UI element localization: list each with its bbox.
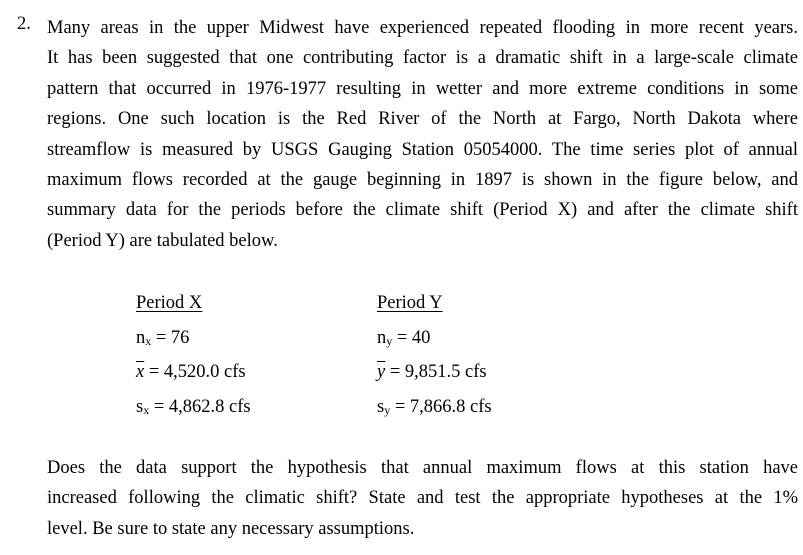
period-x-mean [136, 359, 251, 394]
period-y-header: Period Y [377, 293, 443, 313]
intro-line: maximum flows recorded at the gauge beginning in 1897 is shown in the figure below, and [47, 169, 798, 190]
symbol: $\overline{x}$ [136, 362, 145, 382]
intro-line: regions. One such location is the Red River of the North at Fargo, North Dakota where [47, 109, 798, 130]
subscript: x [143, 402, 150, 417]
symbol: n [136, 327, 146, 348]
symbol: n [377, 327, 387, 348]
period-y-summary [377, 290, 492, 428]
value: = 4,520.0 cfs [144, 362, 246, 382]
value: = 76 [151, 327, 190, 348]
value: = 9,851.5 cfs [385, 362, 487, 382]
value: = 40 [392, 327, 431, 348]
subscript: y [386, 333, 393, 348]
intro-line: streamflow is measured by USGS Gauging Station 05054000. The time series plot of annual [47, 139, 798, 160]
period-x-sd [136, 394, 251, 429]
question-line: level. Be sure to state any necessary assumptions. [47, 518, 415, 539]
intro-line: (Period Y) are tabulated below. [47, 230, 278, 251]
subscript: y [384, 402, 391, 417]
problem-question [47, 453, 798, 544]
intro-line: Many areas in the upper Midwest have experienced repeated flooding in more recent years. [47, 18, 798, 38]
period-x-header: Period X [136, 293, 203, 313]
problem-intro [47, 13, 798, 256]
symbol: s [136, 396, 144, 417]
subscript: x [145, 333, 152, 348]
period-y-sd [377, 394, 492, 429]
problem-number: 2. [17, 14, 31, 34]
period-y-mean [377, 359, 492, 394]
intro-line: pattern that occurred in 1976-1977 resulting in wetter and more extreme conditions in some [47, 78, 798, 99]
symbol: s [377, 396, 385, 417]
period-x-n [136, 325, 251, 360]
period-x-summary [136, 290, 251, 428]
symbol: $\overline{y}$ [377, 362, 386, 382]
period-y-n [377, 325, 492, 360]
intro-line: summary data for the periods before the climate shift (Period X) and after the climate shift [47, 200, 798, 221]
question-line: increased following the climatic shift? State and test the appropriate hypotheses at the 1% [47, 488, 798, 509]
question-line: Does the data support the hypothesis that annual maximum flows at this station have [47, 458, 798, 478]
value: = 7,866.8 cfs [390, 396, 492, 417]
value: = 4,862.8 cfs [149, 396, 251, 417]
intro-line: It has been suggested that one contributing factor is a dramatic shift in a large-scale climate [47, 48, 798, 69]
